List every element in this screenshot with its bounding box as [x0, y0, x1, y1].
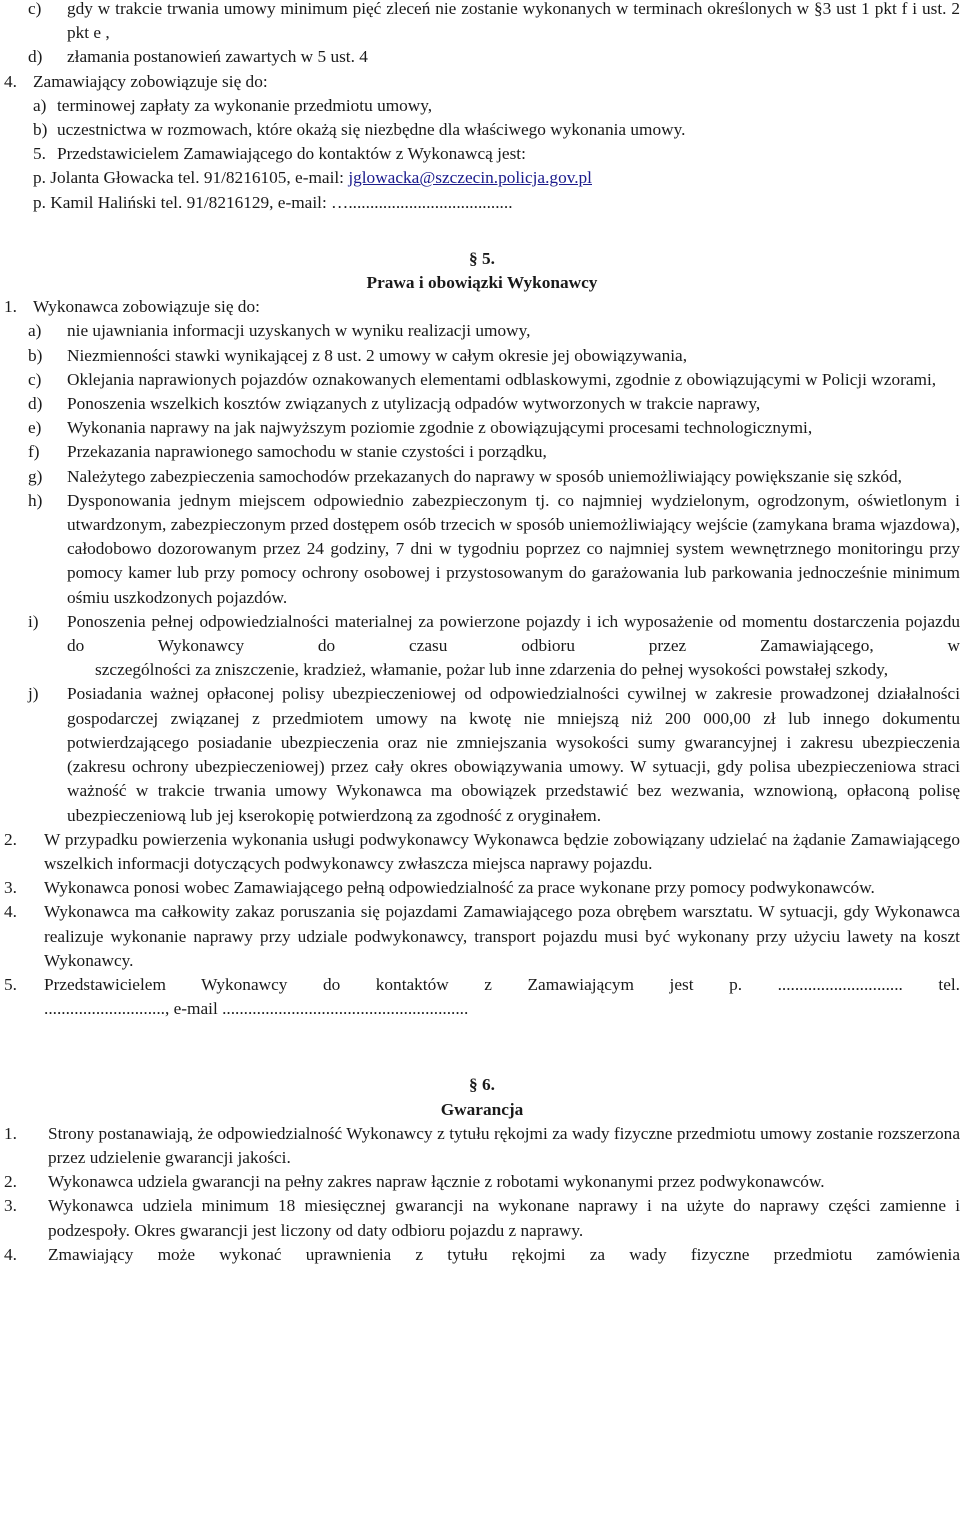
list-marker: c): [28, 369, 42, 389]
obligation-item-d: [4, 392, 960, 416]
section-5-title: Prawa i obowiązki Wykonawcy: [366, 273, 598, 293]
paragraph-4: [4, 70, 960, 94]
obligation-item-f: [4, 440, 960, 464]
section-5-paragraph-1: [4, 295, 960, 319]
list-text: Dysponowania jednym miejscem odpowiednio zabezpieczonym tj. co najmniej wydzielonym, ogrodzonym, oświetlonym i utwardzonym, zabezpieczonym przed dostępem osób trzecich w sposób uniemożliwiający wejście (zamykana brama wjazdowa), całodobowo dozorowanym przez 24 godziny, 7 dni w tygodniu poprzez co najmniej system wewnętrznego monitoringu przy pomocy kamer lub przy pomocy ochrony osobowej i przystosowanym do garażowania lub parkowania jednocześnie minimum ośmiu uszkodzonych pojazdów.: [67, 490, 960, 607]
list-marker: d): [28, 47, 43, 67]
contractor-representative-line-1: Przedstawicielem Wykonawcy do kontaktów z Zamawiającym jest p. ............................. tel.: [44, 974, 960, 994]
list-text: uczestnictwa w rozmowach, które okażą się niezbędne dla właściwego wykonania umowy.: [57, 120, 686, 140]
termination-item-d: [4, 45, 960, 69]
list-text: Ponoszenia wszelkich kosztów związanych z utylizacją odpadów wytworzonych w trakcie naprawy,: [67, 394, 761, 414]
representative-2-text: p. Kamil Haliński tel. 91/8216129, e-mail: …......................................: [33, 192, 513, 212]
list-marker: 4.: [4, 1244, 17, 1264]
obligation-item-i: [4, 610, 960, 683]
list-text: Wykonawca ma całkowity zakaz poruszania się pojazdami Zamawiającego poza obrębem warsztatu. W sytuacji, gdy Wykonawca realizuje wykonanie naprawy przy udziale podwykonawcy, transport pojazdu musi być wykonany przy użyciu lawety na koszt Wykonawcy.: [44, 902, 960, 970]
paragraph-4-a: [4, 94, 960, 118]
list-text: gdy w trakcie trwania umowy minimum pięć zleceń nie zostanie wykonanych w terminach określonych w §3 ust 1 pkt f i ust. 2 pkt e ,: [67, 0, 960, 43]
list-marker: g): [28, 466, 43, 486]
contractor-representative-line-2: ............................, e-mail .........................................................: [44, 999, 469, 1019]
paragraph-5: [4, 142, 960, 166]
obligation-item-h: [4, 489, 960, 610]
list-text: Strony postanawiają, że odpowiedzialność Wykonawcy z tytułu rękojmi za wady fizyczne przedmiotu umowy zostanie rozszerzona przez udzielenie gwarancji jakości.: [48, 1123, 960, 1167]
obligation-item-e: [4, 416, 960, 440]
list-text: W przypadku powierzenia wykonania usługi podwykonawcy Wykonawca będzie zobowiązany udzielać na żądanie Zamawiającego wszelkich informacji dotyczących podwykonawcy zwłaszcza miejsca naprawy pojazdu.: [44, 829, 960, 873]
list-text: [44, 973, 960, 1021]
obligation-item-g: [4, 465, 960, 489]
list-text: Posiadania ważnej opłaconej polisy ubezpieczeniowej od odpowiedzialności cywilnej w zakresie prowadzonej działalności gospodarczej związanej z przedmiotem umowy na kwotę nie mniejszą niż 200 000,00 zł lub innego dokumentu potwierdzającego posiadanie ubezpieczenia oraz nie zmniejszania wysokości sumy gwarancyjnej i zakresu ubezpieczenia (zakresu ochrony ubezpieczeniowej) przez cały okres obowiązywania umowy. W sytuacji, gdy polisa ubezpieczeniowa straci ważność w trakcie trwania umowy Wykonawca ma obowiązek przedstawić bez wezwania, wznowioną, opłaconą polisę ubezpieczeniową lub jej kserokopię potwierdzoną za zgodność z oryginałem.: [67, 684, 960, 825]
list-text: Zmawiający może wykonać uprawnienia z tytułu rękojmi za wady fizyczne przedmiotu zamówienia: [48, 1244, 960, 1264]
list-marker: f): [28, 442, 40, 462]
representative-2: [4, 191, 960, 215]
list-marker: c): [28, 0, 42, 18]
obligation-item-a: [4, 319, 960, 343]
list-marker: a): [33, 95, 47, 115]
list-text: złamania postanowień zawartych w 5 ust. 4: [67, 47, 368, 67]
list-text: Wykonawca zobowiązuje się do:: [33, 297, 260, 317]
section-6-paragraph-3: [4, 1194, 960, 1242]
list-marker: 2.: [4, 1172, 17, 1192]
list-marker: 3.: [4, 878, 17, 898]
list-text: Zamawiający zobowiązuje się do:: [33, 71, 268, 91]
list-text: Wykonawca udziela gwarancji na pełny zakres napraw łącznie z robotami wykonanymi przez podwykonawców.: [48, 1172, 825, 1192]
section-5-paragraph-5: [4, 973, 960, 1021]
list-marker: a): [28, 321, 42, 341]
list-marker: e): [28, 418, 42, 438]
list-text: Oklejania naprawionych pojazdów oznakowanych elementami odblaskowymi, zgodnie z obowiązującymi w Policji wzorami,: [67, 369, 937, 389]
list-text: [67, 610, 960, 683]
section-6-paragraph-2: [4, 1170, 960, 1194]
section-5-paragraph-2: [4, 828, 960, 876]
list-marker: 3.: [4, 1196, 17, 1216]
section-5-paragraph-4: [4, 900, 960, 973]
list-text: terminowej zapłaty za wykonanie przedmiotu umowy,: [57, 95, 433, 115]
list-text: Należytego zabezpieczenia samochodów przekazanych do naprawy w sposób uniemożliwiający powiększanie się szkód,: [67, 466, 902, 486]
list-marker: j): [28, 684, 39, 704]
list-marker: 4.: [4, 71, 17, 91]
list-text: Przedstawicielem Zamawiającego do kontaktów z Wykonawcą jest:: [57, 144, 526, 164]
list-marker: 1.: [4, 1123, 17, 1143]
list-marker: b): [33, 120, 48, 140]
list-marker: i): [28, 611, 39, 631]
section-5-number: § 5.: [469, 248, 495, 268]
list-marker: 2.: [4, 829, 17, 849]
email-link[interactable]: jglowacka@szczecin.policja.gov.pl: [348, 168, 592, 188]
list-marker: h): [28, 490, 43, 510]
termination-item-c: [4, 0, 960, 45]
list-marker: d): [28, 394, 43, 414]
list-marker: 1.: [4, 297, 17, 317]
list-text: nie ujawniania informacji uzyskanych w wyniku realizacji umowy,: [67, 321, 531, 341]
section-5-paragraph-3: [4, 876, 960, 900]
section-6-paragraph-4: [4, 1243, 960, 1267]
list-marker: 5.: [33, 144, 46, 164]
representative-1-text: p. Jolanta Głowacka tel. 91/8216105, e-mail:: [33, 168, 349, 188]
list-marker: 4.: [4, 902, 17, 922]
list-text-part-1: Ponoszenia pełnej odpowiedzialności materialnej za powierzone pojazdy i ich wyposażenie od momentu dostarczenia pojazdu do Wykonawcy do czasu odbioru przez Zamawiającego, w: [67, 611, 960, 656]
list-text: Przekazania naprawionego samochodu w stanie czystości i porządku,: [67, 442, 547, 462]
obligation-item-c: [4, 368, 960, 392]
representative-1: [4, 166, 960, 190]
list-marker: b): [28, 345, 43, 365]
list-text: Wykonania naprawy na jak najwyższym poziomie zgodnie z obowiązującymi procesami technologicznymi,: [67, 418, 813, 438]
obligation-item-j: [4, 682, 960, 827]
paragraph-4-b: [4, 118, 960, 142]
list-marker: 5.: [4, 974, 17, 994]
section-6-paragraph-1: [4, 1122, 960, 1170]
section-6-title: Gwarancja: [440, 1099, 524, 1119]
obligation-item-b: [4, 344, 960, 368]
list-text: Wykonawca udziela minimum 18 miesięcznej gwarancji na wykonane naprawy i na użyte do naprawy części zamienne i podzespoły. Okres gwarancji jest liczony od daty odbioru pojazdu z naprawy.: [48, 1196, 960, 1240]
list-text: Niezmienności stawki wynikającej z 8 ust. 2 umowy w całym okresie jej obowiązywania,: [67, 345, 688, 365]
section-6-number: § 6.: [469, 1075, 495, 1095]
list-text-part-2: szczególności za zniszczenie, kradzież, włamanie, pożar lub inne zdarzenia do pełnej wysokości powstałej szkody,: [95, 660, 889, 680]
list-text: Wykonawca ponosi wobec Zamawiającego pełną odpowiedzialność za prace wykonane przy pomocy podwykonawców.: [44, 878, 875, 898]
